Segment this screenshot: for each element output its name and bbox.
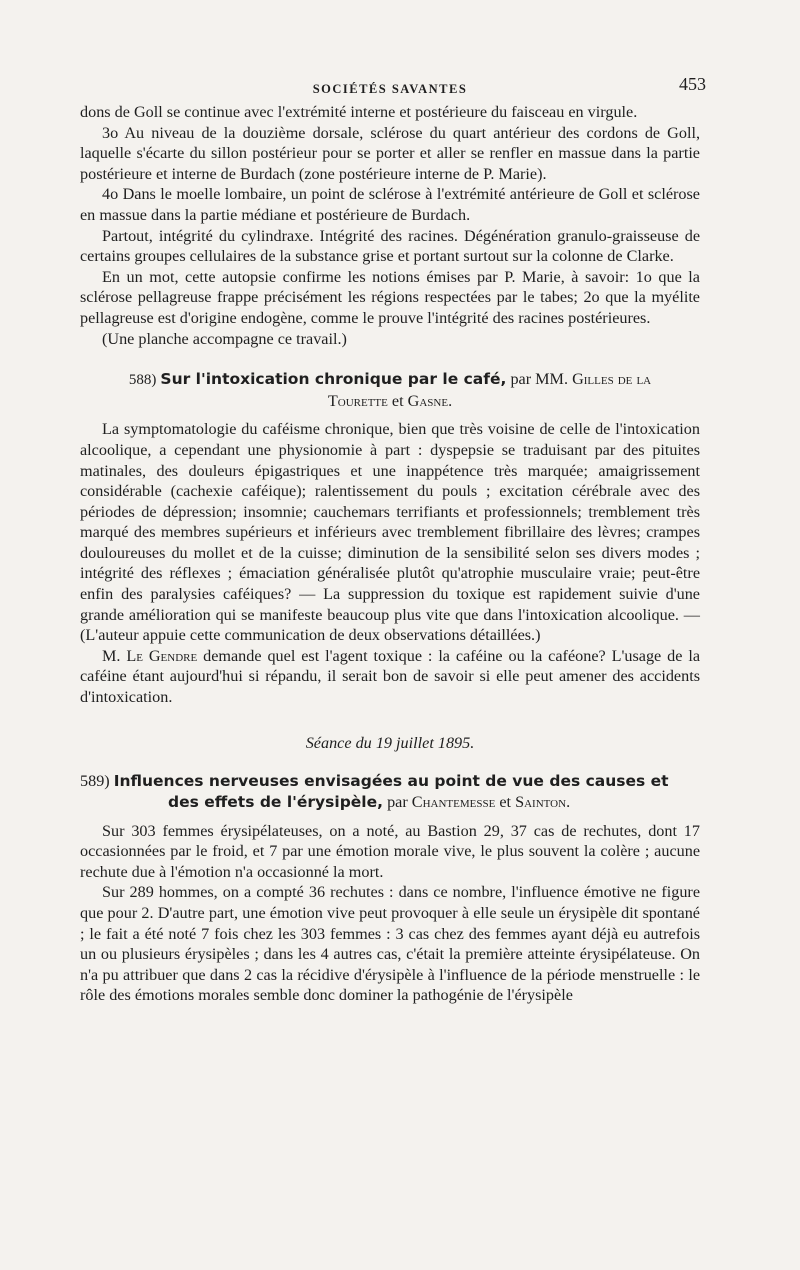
- section-588-title: [80, 369, 700, 411]
- section-title-text: des effets de l'érysipèle,: [168, 792, 384, 811]
- paragraph: 3o Au niveau de la douzième dorsale, sclérose du quart antérieur des cordons de Goll, laquelle s'écarte du sillon postérieur pour se porter et aller se renfler en massue dans la partie postérieure et interne de Burdach (zone postérieure interne de P. Marie).: [80, 123, 700, 183]
- paragraph: La symptomatologie du caféisme chronique, bien que très voisine de celle de l'intoxication alcoolique, a cependant une physionomie à part : dyspepsie se traduisant par des pituites matinales, des douleurs épigastriques et une inappétence très marquée; amaigrissement considérable (cachexie caféique); ralentissement du pouls ; excitation cérébrale avec des périodes de dépression; insomnie; cauchemars terrifiants et professionnels; tremblement très marqué des membres supérieurs et inférieurs avec tremblement fibrillaire des lèvres; crampes douloureuses du mollet et de la cuisse; diminution de la sensibilité selon ses divers modes ; intégrité des réflexes ; émaciation généralisée plutôt qu'atrophie musculaire vraie; peut-être enfin des paralysies caféiques? — La suppression du toxique est rapidement suivie d'une grande amélioration qui se manifeste beaucoup plus vite que dans l'intoxication alcoolique. — (L'auteur appuie cette communication de deux observations détaillées.): [80, 420, 700, 645]
- paragraph: Sur 289 hommes, on a compté 36 rechutes : dans ce nombre, l'influence émotive ne figure que pour 2. D'autre part, une émotion vive peut provoquer à elle seule un érysipèle dit spontané ; le fait a été noté 7 fois chez les 303 femmes : 3 cas chez des femmes ayant déjà eu autrefois un ou plusieurs érysipèles ; dans les 4 autres cas, c'était la première atteinte érysipélateuse. On n'a pu attribuer que dans 2 cas la récidive d'érysipèle à l'influence de la période menstruelle : le rôle des émotions morales semble donc dominer la pathogénie de l'érysipèle: [80, 883, 700, 1005]
- section-by: par MM.: [510, 370, 569, 389]
- page-header: [80, 74, 706, 102]
- paragraph: (Une planche accompagne ce travail.): [102, 329, 347, 348]
- speaker-name: Le Gendre: [126, 646, 198, 665]
- speaker-text: demande quel est l'agent toxique : la caféine ou la caféone? L'usage de la caféine étant aujourd'hui si répandu, il serait bon de savoir si elle peut amener des accidents d'intoxication.: [80, 646, 700, 707]
- section-title-text: Influences nerveuses envisagées au point de vue des causes et: [113, 771, 669, 790]
- author-name: Gasne.: [407, 391, 453, 410]
- paragraph: 4o Dans le moelle lombaire, un point de sclérose à l'extrémité antérieure de Goll et sclérose en massue dans la partie médiane et postérieure de Burdach.: [80, 185, 700, 224]
- paragraph-legendre: [80, 646, 700, 708]
- section-by: par: [387, 792, 408, 811]
- section-title-line2: [80, 792, 700, 813]
- paragraph: dons de Goll se continue avec l'extrémité interne et postérieure du faisceau en virgule.: [80, 103, 638, 121]
- author-name: Tourette: [327, 391, 388, 410]
- author-name: Sainton.: [515, 792, 571, 811]
- seance-heading: Séance du 19 juillet 1895.: [305, 733, 475, 752]
- author-conjunction: et: [391, 391, 404, 410]
- paragraph: En un mot, cette autopsie confirme les notions émises par P. Marie, à savoir: 1o que la sclérose pellagreuse frappe précisément les régions respectées par le tabes; 2o que la myélite pellagreuse est d'origine endogène, comme le prouve l'intégrité des racines postérieures.: [80, 267, 700, 327]
- page-number: 453: [679, 74, 706, 94]
- paragraph: Partout, intégrité du cylindraxe. Intégrité des racines. Dégénération granulo-graisseuse de certains groupes cellulaires de la substance grise et portant surtout sur la colonne de Clarke.: [80, 226, 700, 266]
- section-number: 588): [128, 372, 157, 389]
- running-head: SOCIÉTÉS SAVANTES: [312, 82, 468, 96]
- section-title-text: Sur l'intoxication chronique par le café,: [160, 370, 507, 389]
- speaker-prefix: M.: [102, 646, 121, 665]
- author-conjunction: et: [499, 792, 512, 811]
- continued-text-block: [80, 102, 700, 349]
- paragraph: Sur 303 femmes érysipélateuses, on a noté, au Bastion 29, 37 cas de rechutes, dont 17 occasionnées par le froid, et 7 par une émotion morale vive, le plus souvent la colère ; aucune rechute due à l'émotion n'a occasionné la mort.: [80, 821, 700, 881]
- author-name: Chantemesse: [411, 792, 496, 811]
- section-number: 589): [80, 771, 110, 790]
- section-589-title: [80, 771, 700, 813]
- author-name: Gilles de la: [572, 370, 652, 389]
